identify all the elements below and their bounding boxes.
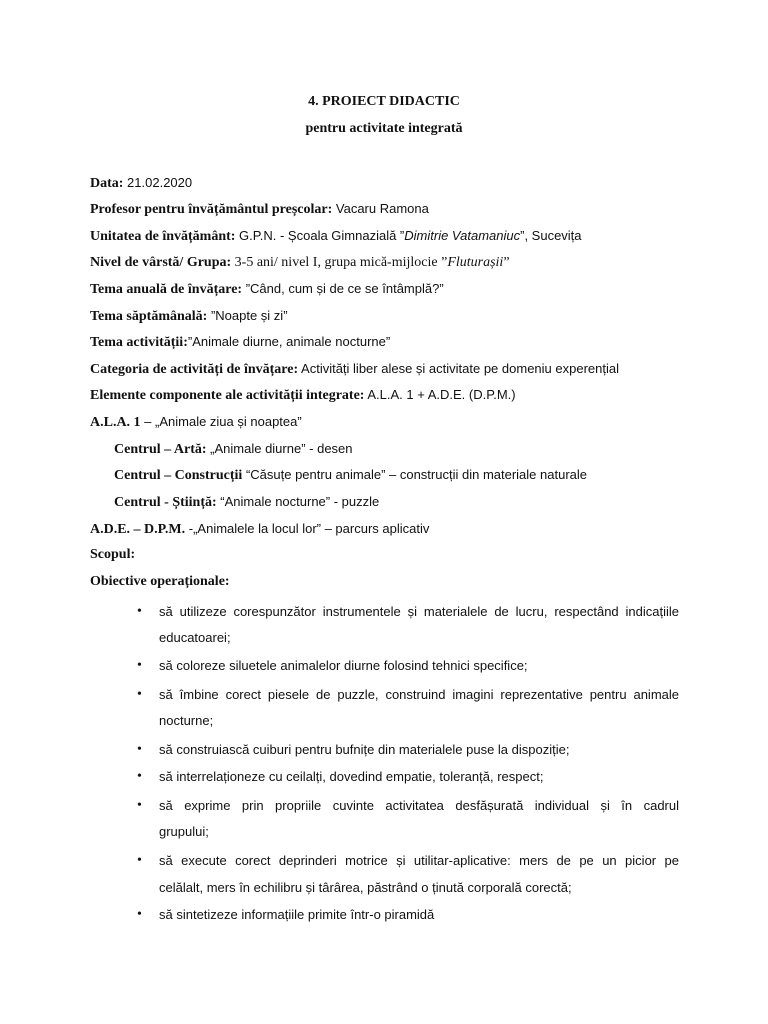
document-subtitle: pentru activitate integrată (305, 121, 463, 136)
field-label: A.L.A. 1 (90, 415, 141, 430)
bullet-icon: • (137, 798, 142, 813)
field-label: Tema activității: (90, 335, 188, 350)
field-label: Tema săptămânală: (90, 309, 208, 324)
field-ade (90, 520, 429, 539)
field-obiective (90, 573, 230, 591)
bullet-icon: • (137, 853, 142, 868)
field-label: Unitatea de învățământ: (90, 229, 236, 244)
field-label: Centrul – Construcții (114, 468, 243, 483)
field-value: Vacaru Ramona (332, 201, 429, 216)
field-ala (90, 413, 302, 432)
field-label: Tema anuală de învățare: (90, 282, 243, 297)
field-value: A.L.A. 1 + A.D.E. (D.P.M.) (364, 387, 516, 402)
field-label: Nivel de vârstă/ Grupa: (90, 255, 232, 270)
field-label: Data: (90, 176, 124, 191)
field-value: ”Noapte și zi” (207, 308, 288, 323)
field-value: Activități liber alese și activitate pe domeniu experențial (298, 361, 619, 376)
bullet-icon: • (137, 907, 142, 922)
field-value: ”Animale diurne, animale nocturne” (187, 334, 391, 349)
field-label: Scopul: (90, 547, 136, 562)
field-value: ” (503, 255, 510, 270)
field-tema-activitatii (90, 333, 390, 352)
field-label: Obiective operaționale: (90, 574, 230, 589)
list-item: să sintetizeze informațiile primite într-o piramidă (159, 907, 435, 922)
field-value: – „Animale ziua și noaptea” (140, 414, 302, 429)
list-item: să coloreze siluetele animalelor diurne folosind tehnici specifice; (159, 658, 528, 673)
field-value: -„Animalele la locul lor” – parcurs aplicativ (185, 521, 430, 536)
field-centrul-arta (114, 440, 353, 459)
field-value: “Animale nocturne” - puzzle (216, 494, 380, 509)
field-tema-saptamanala (90, 307, 288, 326)
field-label: Profesor pentru învățământul preșcolar: (90, 202, 333, 217)
field-scopul (90, 546, 135, 564)
field-value: ”Când, cum și de ce se întâmplă?” (242, 281, 444, 296)
list-item: să execute corect deprinderi motrice și utilitar-aplicative: mers de pe un picior pe (159, 853, 679, 868)
bullet-icon: • (137, 742, 142, 757)
field-value: G.P.N. - Școala Gimnazială ” (235, 228, 405, 243)
list-item-continuation: nocturne; (159, 713, 214, 728)
list-item: să exprime prin propriile cuvinte activitatea desfășurată individual și în cadrul (159, 798, 679, 813)
document-title: 4. PROIECT DIDACTIC (308, 94, 460, 109)
field-value-italic: Dimitrie Vatamaniuc (404, 228, 521, 243)
field-value: ”, Sucevița (520, 228, 582, 243)
field-centrul-constructii (114, 466, 587, 485)
list-item: să interrelaționeze cu ceilalți, dovedind empatie, toleranță, respect; (159, 769, 544, 784)
field-label: Elemente componente ale activității integrate: (90, 388, 365, 403)
field-unitate (90, 227, 582, 246)
bullet-icon: • (137, 658, 142, 673)
field-label: Centrul - Știință: (114, 495, 217, 510)
bullet-icon: • (137, 604, 142, 619)
field-value: “Căsuțe pentru animale” – construcții din materiale naturale (242, 467, 587, 482)
bullet-icon: • (137, 769, 142, 784)
field-label: Centrul – Artă: (114, 442, 207, 457)
list-item-continuation: educatoarei; (159, 630, 231, 645)
list-item: să utilizeze corespunzător instrumentele și materialele de lucru, respectând indicațiile (159, 604, 679, 619)
field-elemente (90, 386, 516, 405)
field-profesor (90, 200, 429, 219)
field-value-italic: Fluturașii (447, 255, 504, 270)
field-value: 21.02.2020 (123, 175, 193, 190)
list-item: să construiască cuiburi pentru bufnițe din materialele puse la dispoziție; (159, 742, 570, 757)
field-categoria (90, 360, 619, 379)
bullet-icon: • (137, 687, 142, 702)
field-value: „Animale diurne” - desen (206, 441, 353, 456)
field-value: 3-5 ani/ nivel I, grupa mică-mijlocie ” (231, 255, 448, 270)
field-label: Categoria de activități de învățare: (90, 362, 299, 377)
field-data (90, 174, 192, 193)
field-nivel (90, 254, 510, 272)
field-label: A.D.E. – D.P.M. (90, 522, 186, 537)
field-tema-anuala (90, 280, 444, 299)
field-centrul-stiinta (114, 493, 379, 512)
list-item-continuation: celălalt, mers în echilibru și târârea, păstrând o ținută corporală corectă; (159, 880, 572, 895)
list-item-continuation: grupului; (159, 824, 209, 839)
list-item: să îmbine corect piesele de puzzle, construind imagini reprezentative pentru animale (159, 687, 679, 702)
